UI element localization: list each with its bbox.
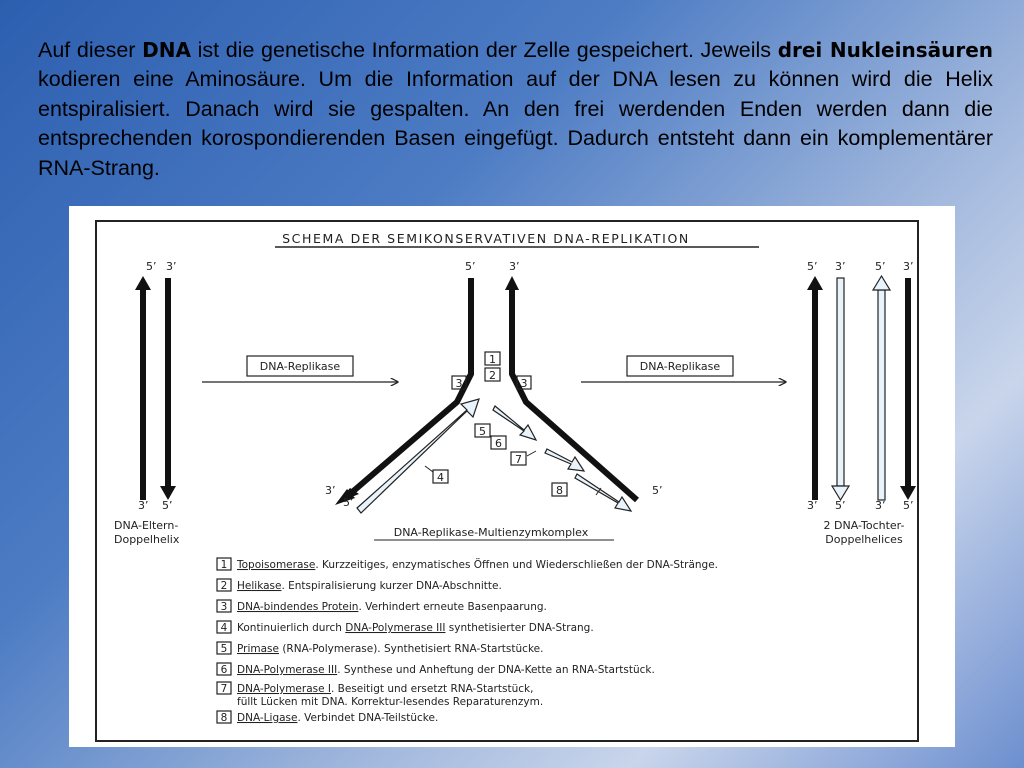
svg-text:DNA-bindendes Protein. Verhind: DNA-bindendes Protein. Verhindert erneute Basenpaarung. [237, 601, 547, 613]
legend-item [217, 579, 502, 592]
svg-text:5’: 5’ [343, 496, 354, 509]
legend-item [217, 642, 543, 655]
svg-text:3’: 3’ [509, 260, 520, 273]
svg-text:3: 3 [220, 601, 228, 613]
svg-text:3’: 3’ [807, 499, 818, 512]
svg-text:5: 5 [220, 643, 228, 655]
svg-text:5: 5 [479, 425, 486, 438]
svg-text:DNA-Replikase: DNA-Replikase [639, 360, 721, 373]
daughter-label-line1: 2 DNA-Tochter- [823, 519, 905, 532]
svg-text:3: 3 [455, 377, 463, 390]
svg-text:5’: 5’ [875, 260, 886, 273]
svg-text:2: 2 [489, 369, 496, 382]
svg-text:1: 1 [489, 353, 496, 366]
svg-text:5’: 5’ [835, 499, 846, 512]
svg-text:5’: 5’ [465, 260, 476, 273]
legend-item [217, 600, 547, 613]
svg-text:3’: 3’ [138, 499, 149, 512]
legend [217, 558, 718, 724]
svg-text:DNA-Ligase. Verbindet DNA-Teil: DNA-Ligase. Verbindet DNA-Teilstücke. [237, 712, 439, 724]
complex-label: DNA-Replikase-Multienzymkomplex [393, 526, 589, 539]
svg-text:6: 6 [220, 664, 228, 676]
legend-item [217, 663, 655, 676]
svg-text:5’: 5’ [652, 484, 663, 497]
svg-text:5’: 5’ [903, 499, 914, 512]
legend-item [217, 621, 594, 634]
replication-diagram [69, 206, 955, 747]
svg-text:1: 1 [220, 559, 228, 571]
svg-text:Helikase. Entspiralisierung ku: Helikase. Entspiralisierung kurzer DNA-Abschnitte. [237, 580, 502, 592]
dna-term: DNA [142, 38, 191, 62]
svg-text:DNA-Replikase: DNA-Replikase [259, 360, 341, 373]
svg-text:6: 6 [495, 437, 502, 450]
svg-text:5’: 5’ [162, 499, 173, 512]
svg-text:DNA-Polymerase I. Beseitigt un: DNA-Polymerase I. Beseitigt und ersetzt RNA-Startstück, [237, 683, 534, 695]
svg-text:3’: 3’ [166, 260, 177, 273]
svg-text:8: 8 [220, 712, 228, 724]
svg-text:5’: 5’ [807, 260, 818, 273]
daughter-label-line2: Doppelhelices [825, 533, 903, 546]
daughter-double-helices [807, 260, 916, 546]
parent-double-helix [114, 260, 180, 546]
svg-text:4: 4 [220, 622, 228, 634]
svg-text:Kontinuierlich durch DNA-Polym: Kontinuierlich durch DNA-Polymerase III synthetisierter DNA-Strang. [237, 622, 594, 634]
legend-item [217, 711, 438, 724]
svg-text:Primase (RNA-Polymerase). Synt: Primase (RNA-Polymerase). Synthetisiert RNA-Startstücke. [237, 643, 544, 655]
svg-text:Topoisomerase. Kurzzeitiges, e: Topoisomerase. Kurzzeitiges, enzymatisches Öffnen und Wiederschließen der DNA-Stränge. [237, 559, 719, 571]
replikase-left [202, 356, 397, 382]
diagram-title: SCHEMA DER SEMIKONSERVATIVEN DNA-REPLIKATION [282, 231, 690, 246]
svg-text:7: 7 [220, 683, 228, 695]
parent-label-line2: Doppelhelix [114, 533, 180, 546]
svg-text:3’: 3’ [875, 499, 886, 512]
intro-paragraph: Auf dieser DNA ist die genetische Information der Zelle gespeichert. Jeweils drei Nukleinsäuren kodieren eine Aminosäure. Um die Information auf der DNA lesen zu können wird die Helix entspiralisiert. Danach wird sie gespalten. An den frei werdenden Enden werden dann die entsprechenden korospondierenden Basen eingefügt. Dadurch entsteht dann ein komplementärer RNA-Strang. [38, 38, 994, 180]
replikase-right [581, 356, 785, 382]
svg-text:3’: 3’ [903, 260, 914, 273]
svg-text:3: 3 [520, 377, 528, 390]
svg-text:3’: 3’ [325, 484, 336, 497]
svg-text:4: 4 [437, 471, 444, 484]
drei-nukleinsaeuren-term: drei Nukleinsäuren [777, 38, 994, 62]
replication-fork [325, 260, 663, 540]
parent-label-line1: DNA-Eltern- [114, 519, 179, 532]
svg-text:7: 7 [515, 453, 522, 466]
legend-item [217, 558, 718, 571]
svg-text:8: 8 [556, 484, 563, 497]
legend-item [217, 682, 543, 708]
svg-text:füllt Lücken mit DNA. Korrektu: füllt Lücken mit DNA. Korrektur-lesendes Reparaturenzym. [237, 696, 544, 708]
svg-text:5’: 5’ [146, 260, 157, 273]
svg-text:2: 2 [220, 580, 228, 592]
svg-text:DNA-Polymerase III. Synthese u: DNA-Polymerase III. Synthese und Anheftung der DNA-Kette an RNA-Startstück. [237, 664, 655, 676]
svg-text:3’: 3’ [835, 260, 846, 273]
